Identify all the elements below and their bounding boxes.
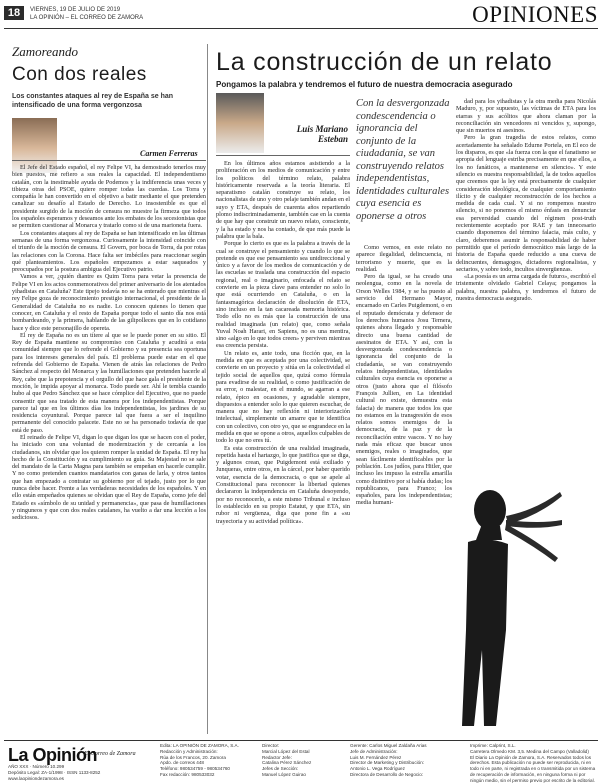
- left-author: Carmen Ferreras: [140, 149, 198, 158]
- footer-edita: [160, 743, 260, 778]
- edita-line: Apdo. de correos 448: [160, 760, 204, 766]
- footer-id: [8, 764, 158, 781]
- edita-line: Edita: LA OPINIÓN DE ZAMORA, S.A.: [160, 743, 239, 748]
- left-title: Con dos reales: [12, 64, 147, 85]
- header-rule: [4, 28, 598, 29]
- edita-line: Teléfono: 980534759 - 980534760: [160, 766, 230, 772]
- main-col1: [216, 160, 350, 736]
- left-subtitle: Los constantes ataques al rey de España se han intensificado de una forma vergonzosa: [12, 93, 174, 109]
- header-date: VIERNES, 19 DE JULIO DE 2019: [30, 7, 121, 13]
- main-author: Luis Mariano Esteban: [296, 124, 348, 144]
- gerencia-line: Director de Marketing y Distribución:: [350, 760, 425, 766]
- col1-paragraph: Es esta construcción de una realidad imaginada, repetida hasta el hartazgo, lo que justifica que se diga, y algunos crean, que Puigdemont está exiliado y Junqueras, entre otros, en la cárcel, por haber querido votar, esencia de la democracia, o que se apele al Constitucional para reconocer la libertad quienes declararon la independencia en Cataluña desoyendo, por no reconocerlo, a este mismo Tribunal e incluso lo establecido en su propio Estatut, y que ETA, sin rubor ni vergüenza, diga que pone fin a «su trayectoria y su actividad política».: [216, 444, 350, 525]
- header-paper: LA OPINIÓN – EL CORREO DE ZAMORA: [30, 15, 144, 21]
- direccion-line: Jefes de Sección:: [262, 766, 299, 772]
- direccion-line: Marcial López del Estal: [262, 748, 310, 754]
- col3-paragraph: Pero la gran tragedia de estos relatos, como acertadamente ha señalado Edurne Portela, en El eco de los disparos, es que «la fuerza con la que el fanatismo se apropia del lenguaje estriba precisamente en que ellos, a los no fanáticos, a mantenerse en silencio». Y este silencio es nuestra responsabilidad, la de todos aquellos que creemos que la ley está precisamente de cualquier consideración ideológica, de cualquier comportamiento ilícito y de cualquier reconstrucción de los hechos a medida de cada cual. Y si no rompemos nuestro silencio, si no ponemos el mismo énfasis en denunciar esa perversidad cuando del régimen post-truth recientemente aceptado por RAE y tan innecesario cuando disponemos del término falacia, más culto, y claro, deberemos asumir la responsabilidad de haber permitido que el período democrático más largo de la historia de España quede reducido a una cueva de delincuentes, demagogos, dictadores regionalistas, y sectarios, y sobre todo, incultos sinvergüenzas.: [456, 134, 596, 273]
- left-body: [12, 164, 206, 736]
- col2-paragraph: Pero da igual, se ha creado una neolengua, como en la novela de Orson Welles 1984, y se ha puesto al servicio del Hermano Mayor, encarnado en Carles Puigdemont, o en el reputado demócrata y defensor de los derechos humanos Josu Ternera, quienes ahora llegado y responsable directo una buena cantidad de asesinatos de ETA. Y así, con la desvergonzada condescendencia o ignorancia del conjunto de la ciudadanía, se van construyendo relatos independentistas, identidades culturales cuya esencia es oponerse a otros (justo ahora que el filósofo François Jullien, en La identidad cultural no existe, demuestra esta falacia) de manera que todos los que no estamos en la transgresión de esos relatos somos enemigos de la democracia, de la paz y de la reconciliación entre vascos. Y no hay nada más eficaz que buscar unos enemigos, reales o imaginados, que sean fácilmente identificables por la población. Los judíos, para Hitler, que incluso les impuso la estrella amarilla como distintivo por si había dudas; los republicanos, para Franco; los españoles, para los independentistas; media humani-: [356, 273, 452, 507]
- author-photo-main: [216, 93, 264, 153]
- speaker-illustration: [456, 480, 564, 726]
- gerencia-line: Directora de Desarrollo de Negocio:: [350, 771, 424, 777]
- edita-line: Rúa de los Francos, 20. Zamora: [160, 754, 226, 760]
- left-rule: [12, 160, 206, 161]
- footer-legal: Depósito Legal: ZA-1/1998 · ISSN 1133-8252: [8, 769, 101, 775]
- footer-direccion: [262, 743, 348, 778]
- footer-imprime: [470, 743, 596, 783]
- col1-paragraph: Porque lo cierto es que es la palabra a través de la cual se construye el pensamiento y cuando lo que se pretende es que ese pensamiento sea unidireccional y único y a favor de los medios de comunicación y de las escuelas se traslada una construcción del espacio regional, real o imaginario, enfocada el relato se convierte en la pieza clave para entender no solo lo que está ocurriendo en Cataluña, o en la fantasmagórica declaración de disolución de ETA, sino incluso en la tan cacareada memoria histórica. Todo ello no es más que la construcción de una realidad imaginada (un relato) que, como señala Yuval Noah Harari, en Sapiens, no es una mentira, sino «algo en lo que todos creen» y perviven mientras esa creencia persista.: [216, 240, 350, 350]
- left-paragraph: Vamos a ver, ¿quién diantre es Quim Torra para vetar la presencia de Felipe VI en los actos conmemorativos del primer aniversario de los atentados yihadistas en Cataluña? Este tipejo todavía no se ha enterado que mientras el rey Felipe goza de reconocimiento prestigio internacional, el presidente de la Generalidad de Cataluña no es nadie. Lo conocen quienes lo tienen que conocer, en Cataluña y el resto de España porque todo el santo día nos está bombardeando, y la primera, hablando de las gilipolleces que en lo cotidiano hace y dice este personajillo de opereta.: [12, 273, 206, 332]
- gerencia-line: Luis M. Fernández Pérez: [350, 754, 402, 760]
- gerencia-line: Antonio L. Vega Rodríguez: [350, 766, 405, 772]
- column-divider: [207, 44, 208, 734]
- edita-line: Redacción y Administración:: [160, 748, 218, 754]
- main-subtitle: Pongamos la palabra y tendremos el futuro de nuestra democracia asegurado: [216, 80, 513, 89]
- left-paragraph: El Jefe del Estado español, el rey Felipe VI, ha demostrado tenerlos muy bien puestos, me refiero a sus reales la capacidad. El independentismo catalán, con la inestimable ayuda de Podemos y la indiferencia unas veces y tibieza otras del PSOE, quiere romper todas las cuerdas. Los Torra y compañía le han convertido en el objetivo a batir mediante el que pretenden canalizar su desafío al Estado de Derecho. Lo insostenible es que el presidente surgido de la moción de censura no muestre la firmeza que todos los españoles esperamos y deseamos ante los embates de los secesionistas que se permiten cuestionar al Monarca y tratarlo como si de una marioneta fuera.: [12, 164, 206, 230]
- col3-paragraph: «La poesía es un arma cargada de futuro», escribió el tristemente olvidado Gabriel Celaya; pongamos la palabra, nuestra palabra, y tendremos el futuro de nuestra democracia asegurado.: [456, 273, 596, 303]
- imprime-line: El Diario La Opinión de Zamora, S.A. Reservados todos los derechos. Esta publicación no puede ser reproducida, ni en todo ni en parte, ni registrada en o transmitida por un sistema de recuperación de información, en ninguna forma ni por ningún medio, sin el permiso previo por escrito de la editorial.: [470, 754, 596, 783]
- main-col3: [456, 98, 596, 476]
- col1-paragraph: En los últimos años estamos asistiendo a la proliferación en los medios de comunicación y entre los políticos del término relato, palabra históricamente reservada a la teoría literaria. El separatismo catalán construye su relato, los nacionalistas de uno y otro pelaje también andan en el suyo y ETA, después de cuarenta años repartiendo plomo indiscriminadamente, también cae en la cuenta de que hay que construir un nuevo relato, consciente, y la ha estado y nos ha contado, de que más puede la palabra que la bala.: [216, 160, 350, 240]
- footer-logo: La Opinión: [8, 745, 97, 765]
- pull-quote: Con la desvergonzada condescendencia o ignorancia del conjunto de la ciudadanía, se van construyendo relatos independentistas, identidades culturales cuya esencia es oponerse a otros: [356, 98, 450, 222]
- footer-logo-sub: El Correo de Zamora: [84, 751, 136, 757]
- left-kicker: Zamoreando: [12, 44, 78, 59]
- col1-paragraph: Un relato es, ante todo, una ficción que, en la medida en que es aceptada por una colectividad, se convierte en un proyecto y sitúa en la colectividad el tejido social de aquellos que, quizá como fórmula para evadirse de su realidad, o como justificación de su error, o malestar, en el mundo, se agarran a ese relato, épico en ocasiones, y agradable siempre, dispuestos a entender solo lo que quieren escuchar, de manera que no hay reflexión ni interiorización intelectual, simplemente un amarre que te identifica con un colectivo, con otro yo, que se engrandece en la medida en que se opone a otros, aquellos culpables de todo lo que no eres tú.: [216, 349, 351, 445]
- imprime-line: Imprime: Calprint, S.L.: [470, 743, 516, 748]
- gerencia-line: Jefe de Administración:: [350, 748, 398, 754]
- main-title: La construcción de un relato: [216, 48, 553, 76]
- footer-gerencia: [350, 743, 468, 778]
- head-shape: [474, 490, 506, 530]
- imprime-line: Carretera Olmedo KM. 3,5. Medina del Campo (Valladolid): [470, 748, 589, 754]
- left-paragraph: Los constantes ataques al rey de España se han intensificado en las últimas semanas de una forma vergonzosa. Curiosamente la intensidad coincide con el triunfo de la moción de censura. El Govern, por boca de Torra, da por rotas las relaciones con la Corona. Hace falta ser imbéciles para reaccionar según qué planteamientos. Los españoles empezamos a estar saqueados y preocupados por la postura ambigua del Ejecutivo patrio.: [12, 229, 206, 274]
- direccion-line: Manuel López Guirao: [262, 771, 306, 777]
- speech-lines: [505, 492, 562, 562]
- edita-line: Fax redacción: 980533032: [160, 771, 215, 777]
- col2-paragraph: Como vemos, en este relato no aparece ilegalidad, delincuencia, ni terrorismo y muerte, que es la realidad.: [356, 244, 452, 273]
- direccion-line: Catalina Pérez Sánchez: [262, 760, 312, 766]
- left-paragraph: El rey de España no es un títere al que se le puede poner en su sitio. El Rey de España mantiene su compromiso con Cataluña y acudirá a esta comunidad siempre que lo refrende el Gobierno y su presencia sea oportuna para los intereses generales del país. El problema puede estar en el que refrenda del Gobierno de España. Vienen de atrás las relaciones de Pedro Sánchez al respecto del Monarca y las humillaciones que pretenden hacerle al Rey, cabe que la prepotencia y el orgullo del que hace gala el presidente de la moción, le impida apoyar al monarca. Todo puede ser. Ahí le tembla cuando hubo al que Pedro Sánchez que se hace cómplice del Ejecutivo, que no puede consentir que sea tratado de esta manera por los independentistas. Porque parece tal que en los últimos días los independentistas, los jardines de su residencia coyuntural. Porque parece tal que fuera a ser el inquilino permanente del conocido palacete. Este no se ha personado todavía de que está de paso.: [12, 331, 206, 434]
- header-text: [30, 6, 143, 22]
- main-rule: [216, 155, 350, 156]
- footer-year: AÑO XXX · Número 10.299: [8, 764, 65, 769]
- section-title: OPINIONES: [472, 2, 598, 27]
- direccion-line: Redactor Jefe:: [262, 754, 292, 760]
- footer-web: www.laopiniondezamora.es: [8, 775, 64, 781]
- left-paragraph: El reinado de Felipe VI, digan lo que digan los que se hacen con el poder, ha iniciado con una voluntad de modernización y de cercanía a los ciudadanos, sin olvidar que los quieren romper la unidad de España. El rey ha hecho de la Constitución y su cumplimiento su guía. Su Majestad no se sale del mandato de la Carta Magna para también se empeñan en hacerle cumplir. Y no como pretenden cuantos mandatarios con ganas de larla, y otros tantos que han empezado a contratar su gobierno por el tejado, justo por lo que nunca debe hacer. Frente a las verdaderas necesidades de los españoles. Y en ello están empeñados quienes se olvidan que el Rey de España, como jefe del Estado es «símbolo de su unidad y permanencia», que pasa de humillaciones y ninguneos y que con dos reales catalanes, ha vuelto a dar una lección a los sediciosos.: [12, 433, 206, 522]
- main-col2: [356, 244, 452, 736]
- col3-paragraph: dad para los yihadistas y la otra media para Nicolás Maduro, y, por supuesto, las víctimas de ETA para los etarras y sus acólitos que ahora claman por la reconciliación sin vencedores ni vencidos y, supongo, que sin muertos ni asesinos.: [456, 98, 596, 135]
- page-number: 18: [4, 6, 24, 20]
- gerencia-line: Gerente: Carlos Miguel Zaldaña Arias: [350, 743, 427, 748]
- direccion-line: Director:: [262, 743, 280, 748]
